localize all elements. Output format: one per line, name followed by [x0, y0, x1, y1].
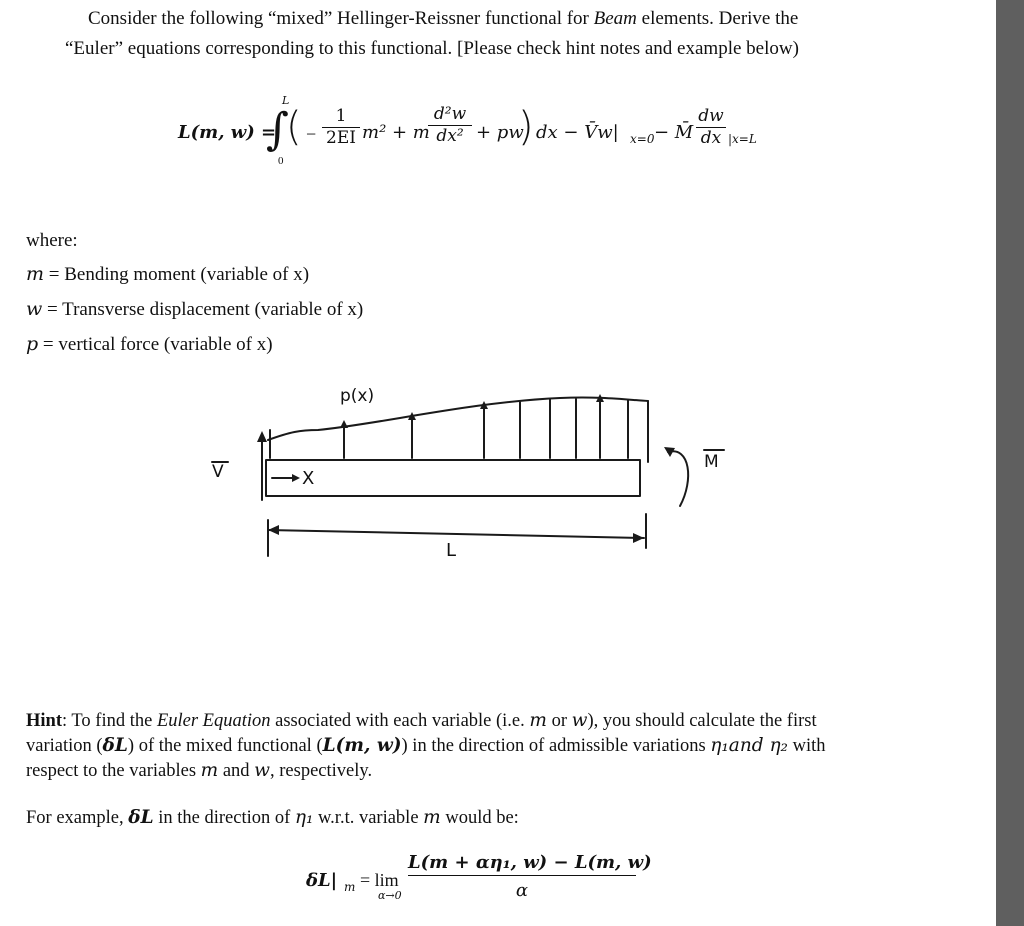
where-label: where: — [26, 230, 78, 251]
open-paren: ( — [286, 104, 302, 150]
load-label: p(x) — [340, 386, 375, 406]
arrow-head-2 — [340, 420, 348, 428]
length-label: L — [446, 540, 457, 561]
minus-sign: − — [306, 124, 317, 144]
dimension-arrow-left — [268, 525, 279, 535]
example-denominator: α — [515, 880, 529, 901]
example-lim: = lim — [360, 870, 399, 890]
frac3-denominator: dx — [700, 128, 722, 148]
dimension-arrow-right — [633, 533, 644, 543]
example-numerator: L(m + αη₁, w) − L(m, w) — [408, 852, 652, 873]
frac2-denominator: dx² — [436, 126, 464, 146]
definition-m: m = Bending moment (variable of x) — [26, 263, 310, 285]
dimension-line — [268, 530, 644, 538]
shear-label: V — [212, 462, 224, 482]
term-mbar: − M̄ — [654, 122, 694, 143]
hint-line-3: respect to the variables m and w, respectively. — [26, 760, 373, 781]
load-curve — [268, 397, 648, 440]
integral-sign: ∫ — [266, 104, 289, 155]
moment-label: M — [704, 452, 719, 472]
vertical-scrollbar[interactable] — [996, 0, 1024, 926]
upper-limit: L — [282, 94, 290, 107]
example-fraction-bar — [408, 875, 636, 876]
definition-p: p = vertical force (variable of x) — [26, 333, 273, 355]
definition-w: w = Transverse displacement (variable of x) — [26, 298, 364, 320]
beam-body — [266, 460, 640, 496]
frac2-numerator: d²w — [433, 104, 467, 124]
x-axis-label: X — [302, 468, 315, 489]
subscript-x0: x=0 — [630, 132, 655, 146]
term-dx-vbar: dx − V̄w| — [536, 122, 619, 143]
example-line: For example, δL in the direction of η₁ w.r.t. variable m would be: — [26, 807, 519, 828]
close-paren: ) — [518, 104, 534, 150]
moment-arrow — [668, 451, 688, 506]
example-lhs-sub: m — [344, 880, 356, 894]
shear-arrow-head — [257, 431, 267, 442]
term-m-squared: m² + m — [362, 122, 430, 143]
example-lim-subscript: α→0 — [378, 889, 402, 902]
frac3-numerator: dw — [698, 106, 724, 126]
term-pw: + pw — [476, 122, 524, 143]
x-axis-arrow-head — [292, 474, 300, 482]
hint-line-1: Hint: To find the Euler Equation associated with each variable (i.e. m or w), you should calculate the first — [26, 710, 817, 731]
example-fraction — [408, 852, 652, 901]
problem-line-2: “Euler” equations corresponding to this functional. [Please check hint notes and example below) — [65, 38, 799, 59]
lower-limit: 0 — [278, 155, 284, 167]
frac1-numerator: 1 — [335, 106, 347, 126]
subscript-xL: |x=L — [728, 132, 757, 146]
example-lhs: δL| — [306, 870, 338, 891]
problem-line-1: Consider the following “mixed” Hellinger-Reissner functional for Beam elements. Derive the — [88, 8, 799, 29]
functional-lhs: L(m, w) = — [178, 122, 277, 143]
hint-line-2: variation (δL) of the mixed functional (L(m, w)) in the direction of admissible variations η₁and η₂ with — [26, 735, 826, 756]
frac1-denominator: 2EI — [326, 128, 356, 148]
